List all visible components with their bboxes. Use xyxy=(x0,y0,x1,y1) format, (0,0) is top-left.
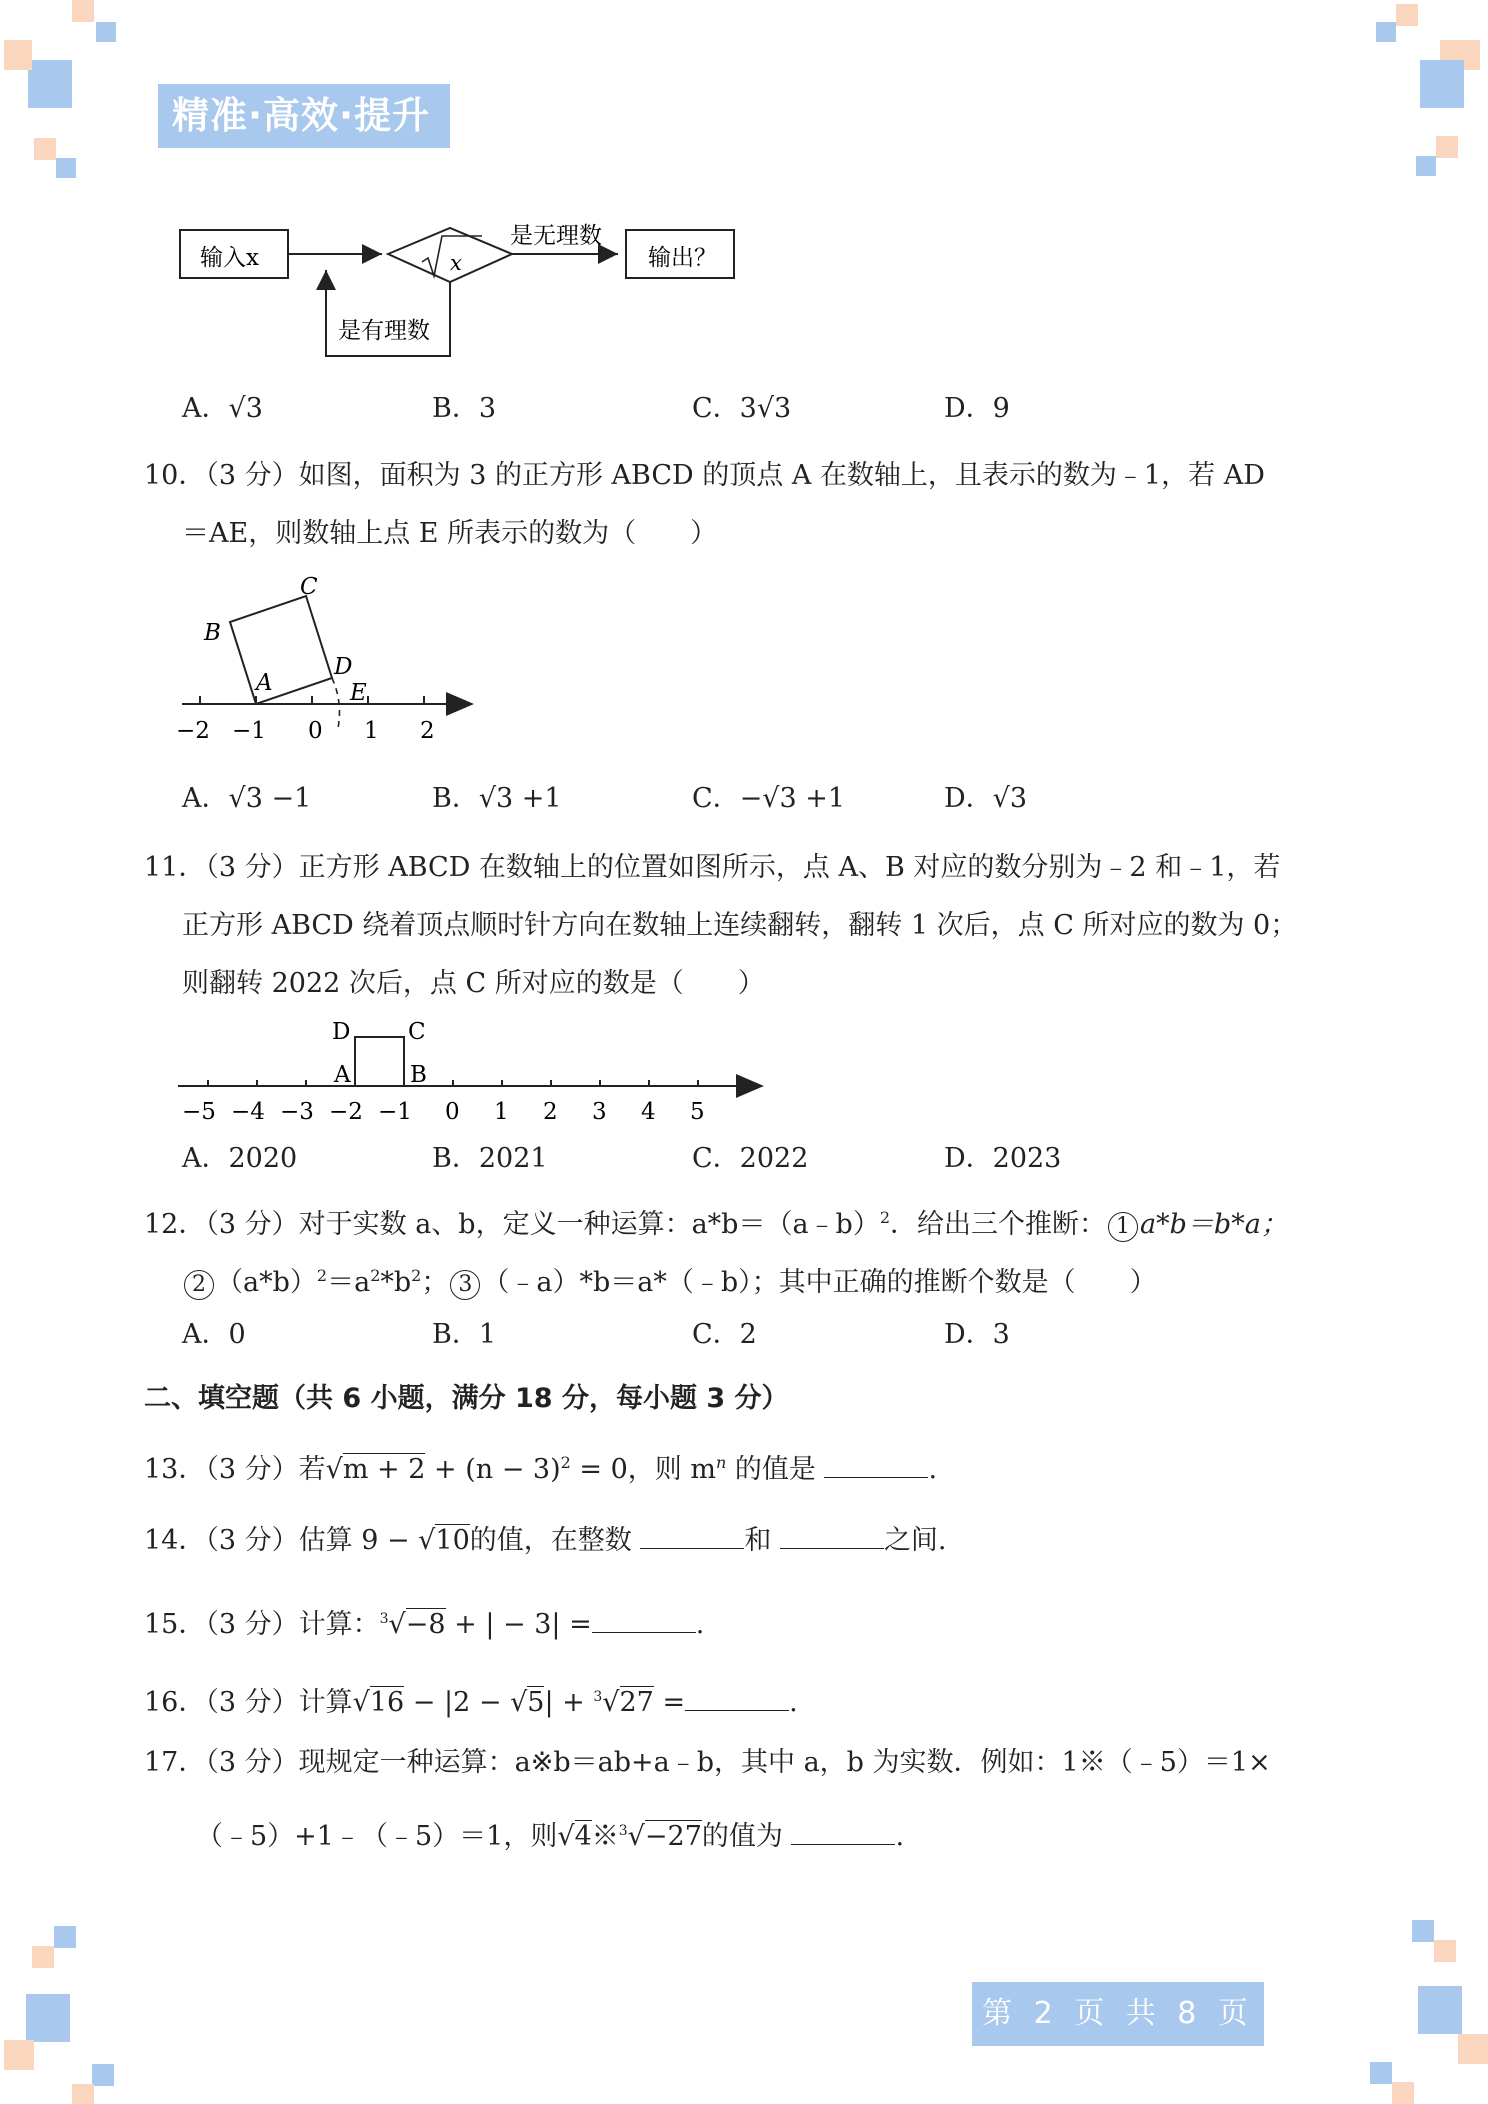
decor-square xyxy=(1418,1986,1462,2034)
square-abcd xyxy=(230,596,332,704)
decor-square xyxy=(1412,1920,1434,1942)
label-b: B xyxy=(410,1062,427,1088)
decor-square xyxy=(56,158,76,178)
decor-square xyxy=(34,138,56,160)
q9-option-c: C．3√3 xyxy=(692,393,792,424)
decor-square xyxy=(26,1994,70,2042)
tick-label: 3 xyxy=(592,1099,607,1125)
flow-irrational-label: 是无理数 xyxy=(510,223,602,249)
q9-option-d: D．9 xyxy=(944,393,1010,424)
label-a: A xyxy=(334,1062,351,1088)
section-title: 二、填空题（共 6 小题，满分 18 分，每小题 3 分） xyxy=(144,1383,789,1414)
tick-label: 4 xyxy=(641,1099,656,1125)
q17-line2: （﹣5）+1﹣（﹣5）＝1，则√4※$^3$√−27的值为 . xyxy=(196,1821,905,1852)
decor-square xyxy=(1458,2034,1488,2064)
decor-square xyxy=(1376,22,1396,42)
q13-line: 13．（3 分）若$√m + 2 + (n - 3)^2 = 0$，则 $m^n$ 的值是 . xyxy=(144,1453,938,1485)
tick-label: 0 xyxy=(445,1099,460,1125)
tick-label: −2 xyxy=(329,1099,363,1125)
circled-number: 1 xyxy=(1108,1212,1138,1242)
tick-label: 0 xyxy=(308,718,323,744)
q11-figure xyxy=(170,1012,770,1128)
q14-line: 14．（3 分）估算 9 − √10的值，在整数 和 之间. xyxy=(144,1525,947,1556)
q12-option-b: B．1 xyxy=(432,1319,497,1350)
q11-line1: 11．（3 分）正方形 ABCD 在数轴上的位置如图所示，点 A、B 对应的数分别为﹣2 和﹣1，若 xyxy=(144,852,1281,883)
q9-option-b: B．3 xyxy=(432,393,497,424)
q9-flowchart xyxy=(170,210,750,370)
flow-input-text: 输入x xyxy=(200,245,259,271)
q16-line: 16．（3 分）计算√16 − |2 − √5| + $^3$√27 = . xyxy=(144,1687,798,1718)
q11-option-c: C．2022 xyxy=(692,1143,809,1174)
tick-label: 1 xyxy=(494,1099,509,1125)
tick-label: −2 xyxy=(176,718,210,744)
tick-label: −4 xyxy=(231,1099,265,1125)
label-c: C xyxy=(408,1019,426,1045)
decor-square xyxy=(1392,2082,1414,2104)
header-banner: 精准·高效·提升 xyxy=(158,84,450,148)
decor-square xyxy=(92,2064,114,2086)
q9-option-a: A．√3 xyxy=(182,393,263,424)
q12-line1: 12．（3 分）对于实数 a、b，定义一种运算：a*b＝（a﹣b）$^2$．给出三个推断： 1 a*b＝b*a； xyxy=(144,1208,1288,1240)
q11-option-a: A．2020 xyxy=(182,1143,298,1174)
answer-blank xyxy=(640,1526,744,1549)
decor-square xyxy=(4,40,32,70)
answer-blank xyxy=(592,1610,696,1633)
tick-label: −1 xyxy=(378,1099,412,1125)
q17-line1: 17．（3 分）现规定一种运算：a※b＝ab+a﹣b，其中 a，b 为实数．例如：1※（﹣5）＝1× xyxy=(144,1747,1271,1778)
page-number: 第 2 页 共 8 页 xyxy=(972,1982,1264,2046)
decor-square xyxy=(1436,136,1458,158)
decor-square xyxy=(72,0,94,22)
answer-blank xyxy=(791,1822,895,1845)
q10-option-b: B．√3 +1 xyxy=(432,783,562,814)
tick-label: −3 xyxy=(280,1099,314,1125)
q11-line2: 正方形 ABCD 绕着顶点顺时针方向在数轴上连续翻转，翻转 1 次后，点 C 所对应的数为 0； xyxy=(182,910,1298,941)
decor-square xyxy=(4,2040,34,2070)
q11-option-d: D．2023 xyxy=(944,1143,1062,1174)
tick-label: 1 xyxy=(364,718,379,744)
label-c: C xyxy=(300,576,318,600)
q12-option-c: C．2 xyxy=(692,1319,757,1350)
label-d: D xyxy=(334,654,353,680)
q10-line1: 10．（3 分）如图，面积为 3 的正方形 ABCD 的顶点 A 在数轴上，且表示的数为﹣1，若 AD xyxy=(144,460,1265,491)
tick-label: 5 xyxy=(690,1099,705,1125)
flow-rational-label: 是有理数 xyxy=(338,318,430,344)
decor-square xyxy=(1370,2062,1392,2084)
q12-option-a: A．0 xyxy=(182,1319,246,1350)
q15-line: 15．（3 分）计算：$^3$√−8 + | − 3| = . xyxy=(144,1609,705,1640)
q11-line3: 则翻转 2022 次后，点 C 所对应的数是（ ） xyxy=(182,968,765,999)
label-b: B xyxy=(204,620,221,646)
label-e: E xyxy=(350,680,367,706)
decor-square xyxy=(1396,4,1418,26)
tick-label: −1 xyxy=(232,718,266,744)
decor-square xyxy=(72,2084,94,2104)
flow-output-text: 输出？ xyxy=(648,245,717,271)
answer-blank xyxy=(780,1526,884,1549)
q10-figure xyxy=(170,576,480,752)
q12-option-d: D．3 xyxy=(944,1319,1010,1350)
circled-number: 3 xyxy=(450,1270,480,1300)
circled-number: 2 xyxy=(184,1270,214,1300)
tick-label: 2 xyxy=(543,1099,558,1125)
decor-square xyxy=(1420,60,1464,108)
answer-blank xyxy=(685,1688,789,1711)
decor-square xyxy=(1434,1940,1456,1962)
label-d: D xyxy=(332,1019,351,1045)
tick-label: 2 xyxy=(420,718,435,744)
decor-square xyxy=(54,1926,76,1948)
decor-square xyxy=(32,1946,54,1968)
decor-square xyxy=(28,60,72,108)
decor-square xyxy=(1416,156,1436,176)
q10-option-d: D．√3 xyxy=(944,783,1028,814)
q10-option-c: C．−√3 +1 xyxy=(692,783,846,814)
tick-label: −5 xyxy=(182,1099,216,1125)
answer-blank xyxy=(824,1455,928,1478)
q11-option-b: B．2021 xyxy=(432,1143,548,1174)
label-a: A xyxy=(256,670,273,696)
square-abcd xyxy=(355,1037,404,1086)
q10-option-a: A．√3 −1 xyxy=(182,783,312,814)
q12-line2: 2 $(a*b)^2=a^2*b^2$； 3 （﹣a）*b＝a*（﹣b）；其中正确的推断个数是（ ） xyxy=(182,1259,1157,1300)
decor-square xyxy=(96,22,116,42)
q10-line2: ＝AE，则数轴上点 E 所表示的数为（ ） xyxy=(182,518,718,549)
flow-sqrt-x: x xyxy=(450,251,462,275)
